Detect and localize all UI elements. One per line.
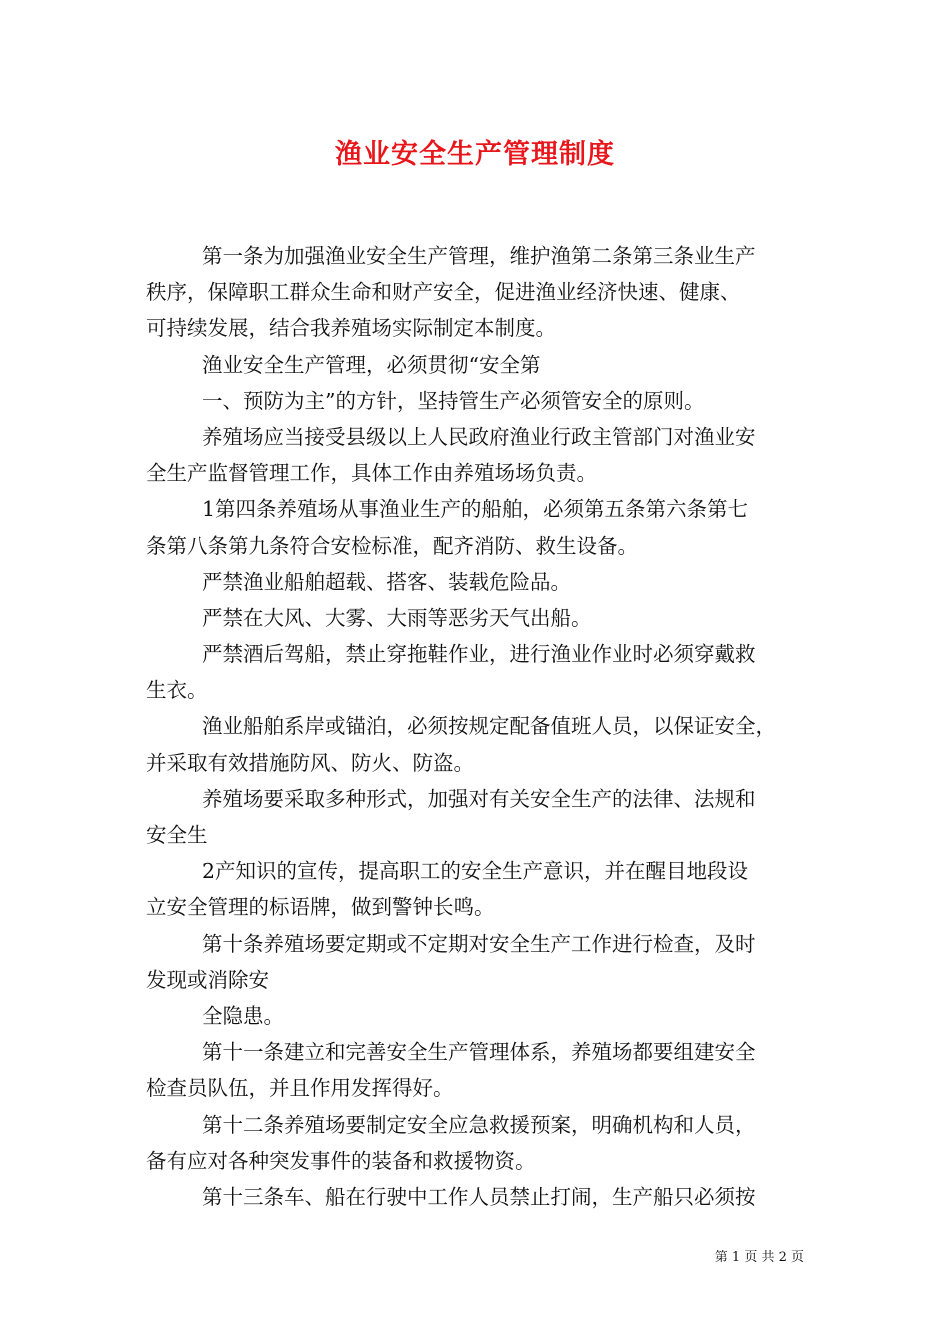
paragraph-line: 养殖场要采取多种形式，加强对有关安全生产的法律、法规和 (202, 786, 756, 811)
paragraph-line: 安全生 (146, 823, 208, 847)
paragraph-line: 养殖场应当接受县级以上人民政府渔业行政主管部门对渔业安 (202, 424, 756, 449)
paragraph-line: 一、预防为主”的方针，坚持管生产必须管安全的原则。 (202, 388, 705, 413)
paragraph-line: 检查员队伍，并且作用发挥得好。 (146, 1076, 454, 1101)
paragraph-line: 生衣。 (146, 678, 208, 703)
paragraph-line: 发现或消除安 (146, 967, 269, 992)
paragraph-line: 第十三条车、船在行驶中工作人员禁止打闹，生产船只必须按 (202, 1184, 756, 1209)
paragraph-line: 渔业安全生产管理，必须贯彻“安全第 (202, 352, 541, 377)
paragraph-line: 立安全管理的标语牌，做到警钟长鸣。 (146, 895, 495, 920)
paragraph-line: 全生产监督管理工作，具体工作由养殖场场负责。 (146, 461, 597, 486)
document-title: 渔业安全生产管理制度 (335, 139, 615, 170)
paragraph-line: 可持续发展，结合我养殖场实际制定本制度。 (146, 316, 556, 341)
paragraph-line: 1第四条养殖场从事渔业生产的船舶，必须第五条第六条第七 (202, 497, 749, 522)
paragraph-line: 渔业船舶系岸或锚泊，必须按规定配备值班人员，以保证安全， (202, 714, 776, 739)
page-footer: 第 1 页 共 2 页 (714, 1250, 804, 1265)
paragraph-line: 严禁在大风、大雾、大雨等恶劣天气出船。 (202, 605, 592, 630)
paragraph-line: 并采取有效措施防风、防火、防盗。 (146, 750, 474, 775)
paragraph-line: 严禁渔业船舶超载、搭客、装载危险品。 (202, 569, 571, 594)
paragraph-line: 第一条为加强渔业安全生产管理，维护渔第二条第三条业生产 (202, 244, 756, 268)
document-body (146, 238, 814, 1215)
paragraph-line: 全隐患。 (202, 1003, 284, 1028)
paragraph-line: 秩序，保障职工群众生命和财产安全，促进渔业经济快速、健康、 (146, 280, 741, 305)
paragraph-line: 条第八条第九条符合安检标准，配齐消防、救生设备。 (146, 533, 638, 558)
paragraph-line: 第十一条建立和完善安全生产管理体系，养殖场都要组建安全 (202, 1040, 756, 1065)
paragraph-line: 严禁酒后驾船，禁止穿拖鞋作业，进行渔业作业时必须穿戴救 (202, 642, 756, 667)
paragraph-line: 第十二条养殖场要制定安全应急救援预案，明确机构和人员， (202, 1112, 756, 1137)
paragraph-line: 第十条养殖场要定期或不定期对安全生产工作进行检查，及时 (202, 931, 756, 956)
paragraph-line: 2产知识的宣传，提高职工的安全生产意识，并在醒目地段设 (202, 859, 749, 884)
paragraph-line: 备有应对各种突发事件的装备和救援物资。 (146, 1148, 536, 1173)
